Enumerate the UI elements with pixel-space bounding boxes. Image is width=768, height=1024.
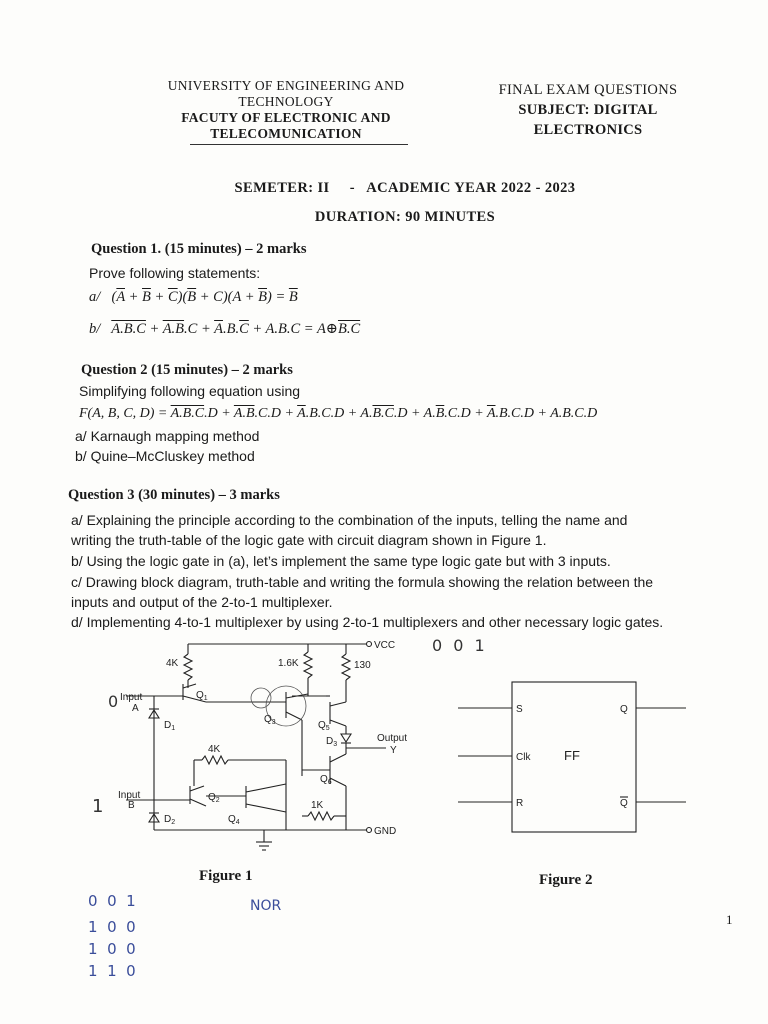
input-b-label: Input (118, 790, 141, 801)
resistor-4k-top-label: 4K (166, 658, 179, 669)
ff-clk-pin-label: Clk (516, 752, 531, 763)
diode-d2-label: $D_2$ (164, 814, 176, 826)
resistor-1k-label: 1K (311, 800, 324, 811)
input-a-label: Input (120, 692, 143, 703)
question-1-title: Question 1. (15 minutes) – 2 marks (91, 241, 307, 257)
output-label: Output (377, 733, 408, 744)
question-3c-line1: c/ Drawing block diagram, truth-table and writing the formula showing the relation between the (71, 574, 654, 590)
question-3a-line1: a/ Explaining the principle according to the combination of the inputs, telling the name and (71, 512, 628, 528)
semester-line: SEMETER: II - ACADEMIC YEAR 2022 - 2023 (234, 180, 576, 196)
university-name-line2: TECHNOLOGY (238, 94, 334, 109)
faculty-name-line2: TELECOMUNICATION (210, 126, 362, 141)
question-1a-equation: $(\overline{A} + \overline{B} + \overline{C})(\overline{B} + C)(A + \overline{B}) = \overline{B}$ (104, 289, 298, 305)
figure-1-circuit (96, 636, 436, 866)
question-1b-equation: $A.B.C + A.B.C + \overline{A}.B.\overline{C} + A.B.C$ = A⊕B.C (111, 321, 361, 337)
handwritten-truth-row-4: 1 1 0 (88, 962, 136, 980)
question-3a-line2: writing the truth-table of the logic gate with circuit diagram shown in Figure 1. (71, 532, 547, 548)
question-3d: d/ Implementing 4-to-1 multiplexer by using 2-to-1 multiplexers and other necessary logic gates. (71, 614, 664, 630)
university-header (148, 78, 424, 142)
handwritten-truth-row-2: 1 0 0 (88, 918, 136, 936)
page-number: 1 (726, 912, 733, 927)
question-2-equation: F(A, B, C, $D) = A.B.C.D + A.B.C.D + \overline{A}.B.C.D + A.B.C.D + A.\overline{B}.C.D + \overline{A}.B.C.D + A.B.C.D$ (79, 406, 598, 421)
subject-line2: ELECTRONICS (533, 122, 643, 138)
ff-s-pin-label: S (516, 704, 523, 715)
university-name-line1: UNIVERSITY OF ENGINEERING AND (167, 78, 405, 93)
handwritten-input-b-mark: 1 (92, 796, 104, 817)
transistor-q6-label: $Q_6$ (320, 774, 332, 786)
diode-d1-label: $D_1$ (164, 720, 176, 732)
faculty-name-line1: FACUTY OF ELECTRONIC AND (181, 110, 391, 125)
ff-q-pin-label: Q (620, 704, 628, 715)
diode-d3-label: $D_3$ (326, 736, 338, 748)
handwritten-nor: NOR (250, 898, 282, 914)
ff-block-label: FF (564, 748, 580, 763)
question-1a-label: a/ (89, 289, 101, 305)
header-underline (190, 144, 408, 145)
handwritten-truth-row-1: 0 0 1 (88, 892, 136, 910)
question-2a: a/ Karnaugh mapping method (75, 428, 260, 444)
figure-1-caption: Figure 1 (199, 868, 253, 884)
question-2b: b/ Quine–McCluskey method (75, 448, 255, 464)
handwritten-note-top: 0 0 1 (432, 636, 488, 655)
output-name: Y (390, 745, 397, 756)
vcc-label: VCC (374, 640, 396, 651)
question-1-intro: Prove following statements: (89, 265, 261, 281)
ff-r-pin-label: R (516, 798, 524, 809)
question-3-title: Question 3 (30 minutes) – 3 marks (68, 487, 280, 503)
figure-2-flipflop (452, 672, 692, 842)
resistor-130-label: 130 (354, 660, 371, 671)
handwritten-truth-row-3: 1 0 0 (88, 940, 136, 958)
handwritten-input-a-mark: 0 (108, 692, 119, 711)
ff-qbar-pin-label: Q (620, 798, 628, 809)
transistor-q2-label: $Q_2$ (208, 792, 220, 804)
exam-header (478, 80, 698, 140)
transistor-q1-label: $Q_1$ (196, 690, 208, 702)
resistor-4k-mid-label: 4K (208, 744, 221, 755)
question-1b (89, 320, 360, 338)
transistor-q4-label: $Q_4$ (228, 814, 240, 826)
input-b-name: B (128, 800, 135, 811)
question-1a (89, 288, 298, 306)
question-3c-line2: inputs and output of the 2-to-1 multiplexer. (71, 594, 333, 610)
transistor-q5-label: $Q_5$ (318, 720, 330, 732)
figure-2-caption: Figure 2 (539, 872, 593, 888)
duration-line: DURATION: 90 MINUTES (314, 209, 496, 225)
question-3b: b/ Using the logic gate in (a), let’s implement the same type logic gate but with 3 inputs. (71, 553, 611, 569)
question-2-intro: Simplifying following equation using (79, 383, 301, 399)
exam-title: FINAL EXAM QUESTIONS (498, 82, 678, 98)
gnd-label: GND (374, 826, 397, 837)
input-a-name: A (132, 703, 139, 714)
question-1b-label: b/ (89, 321, 101, 337)
question-2-title: Question 2 (15 minutes) – 2 marks (81, 362, 293, 378)
resistor-1-6k-label: 1.6K (278, 658, 299, 669)
transistor-q3-label: $Q_3$ (264, 714, 276, 726)
subject-line1: SUBJECT: DIGITAL (518, 102, 658, 118)
